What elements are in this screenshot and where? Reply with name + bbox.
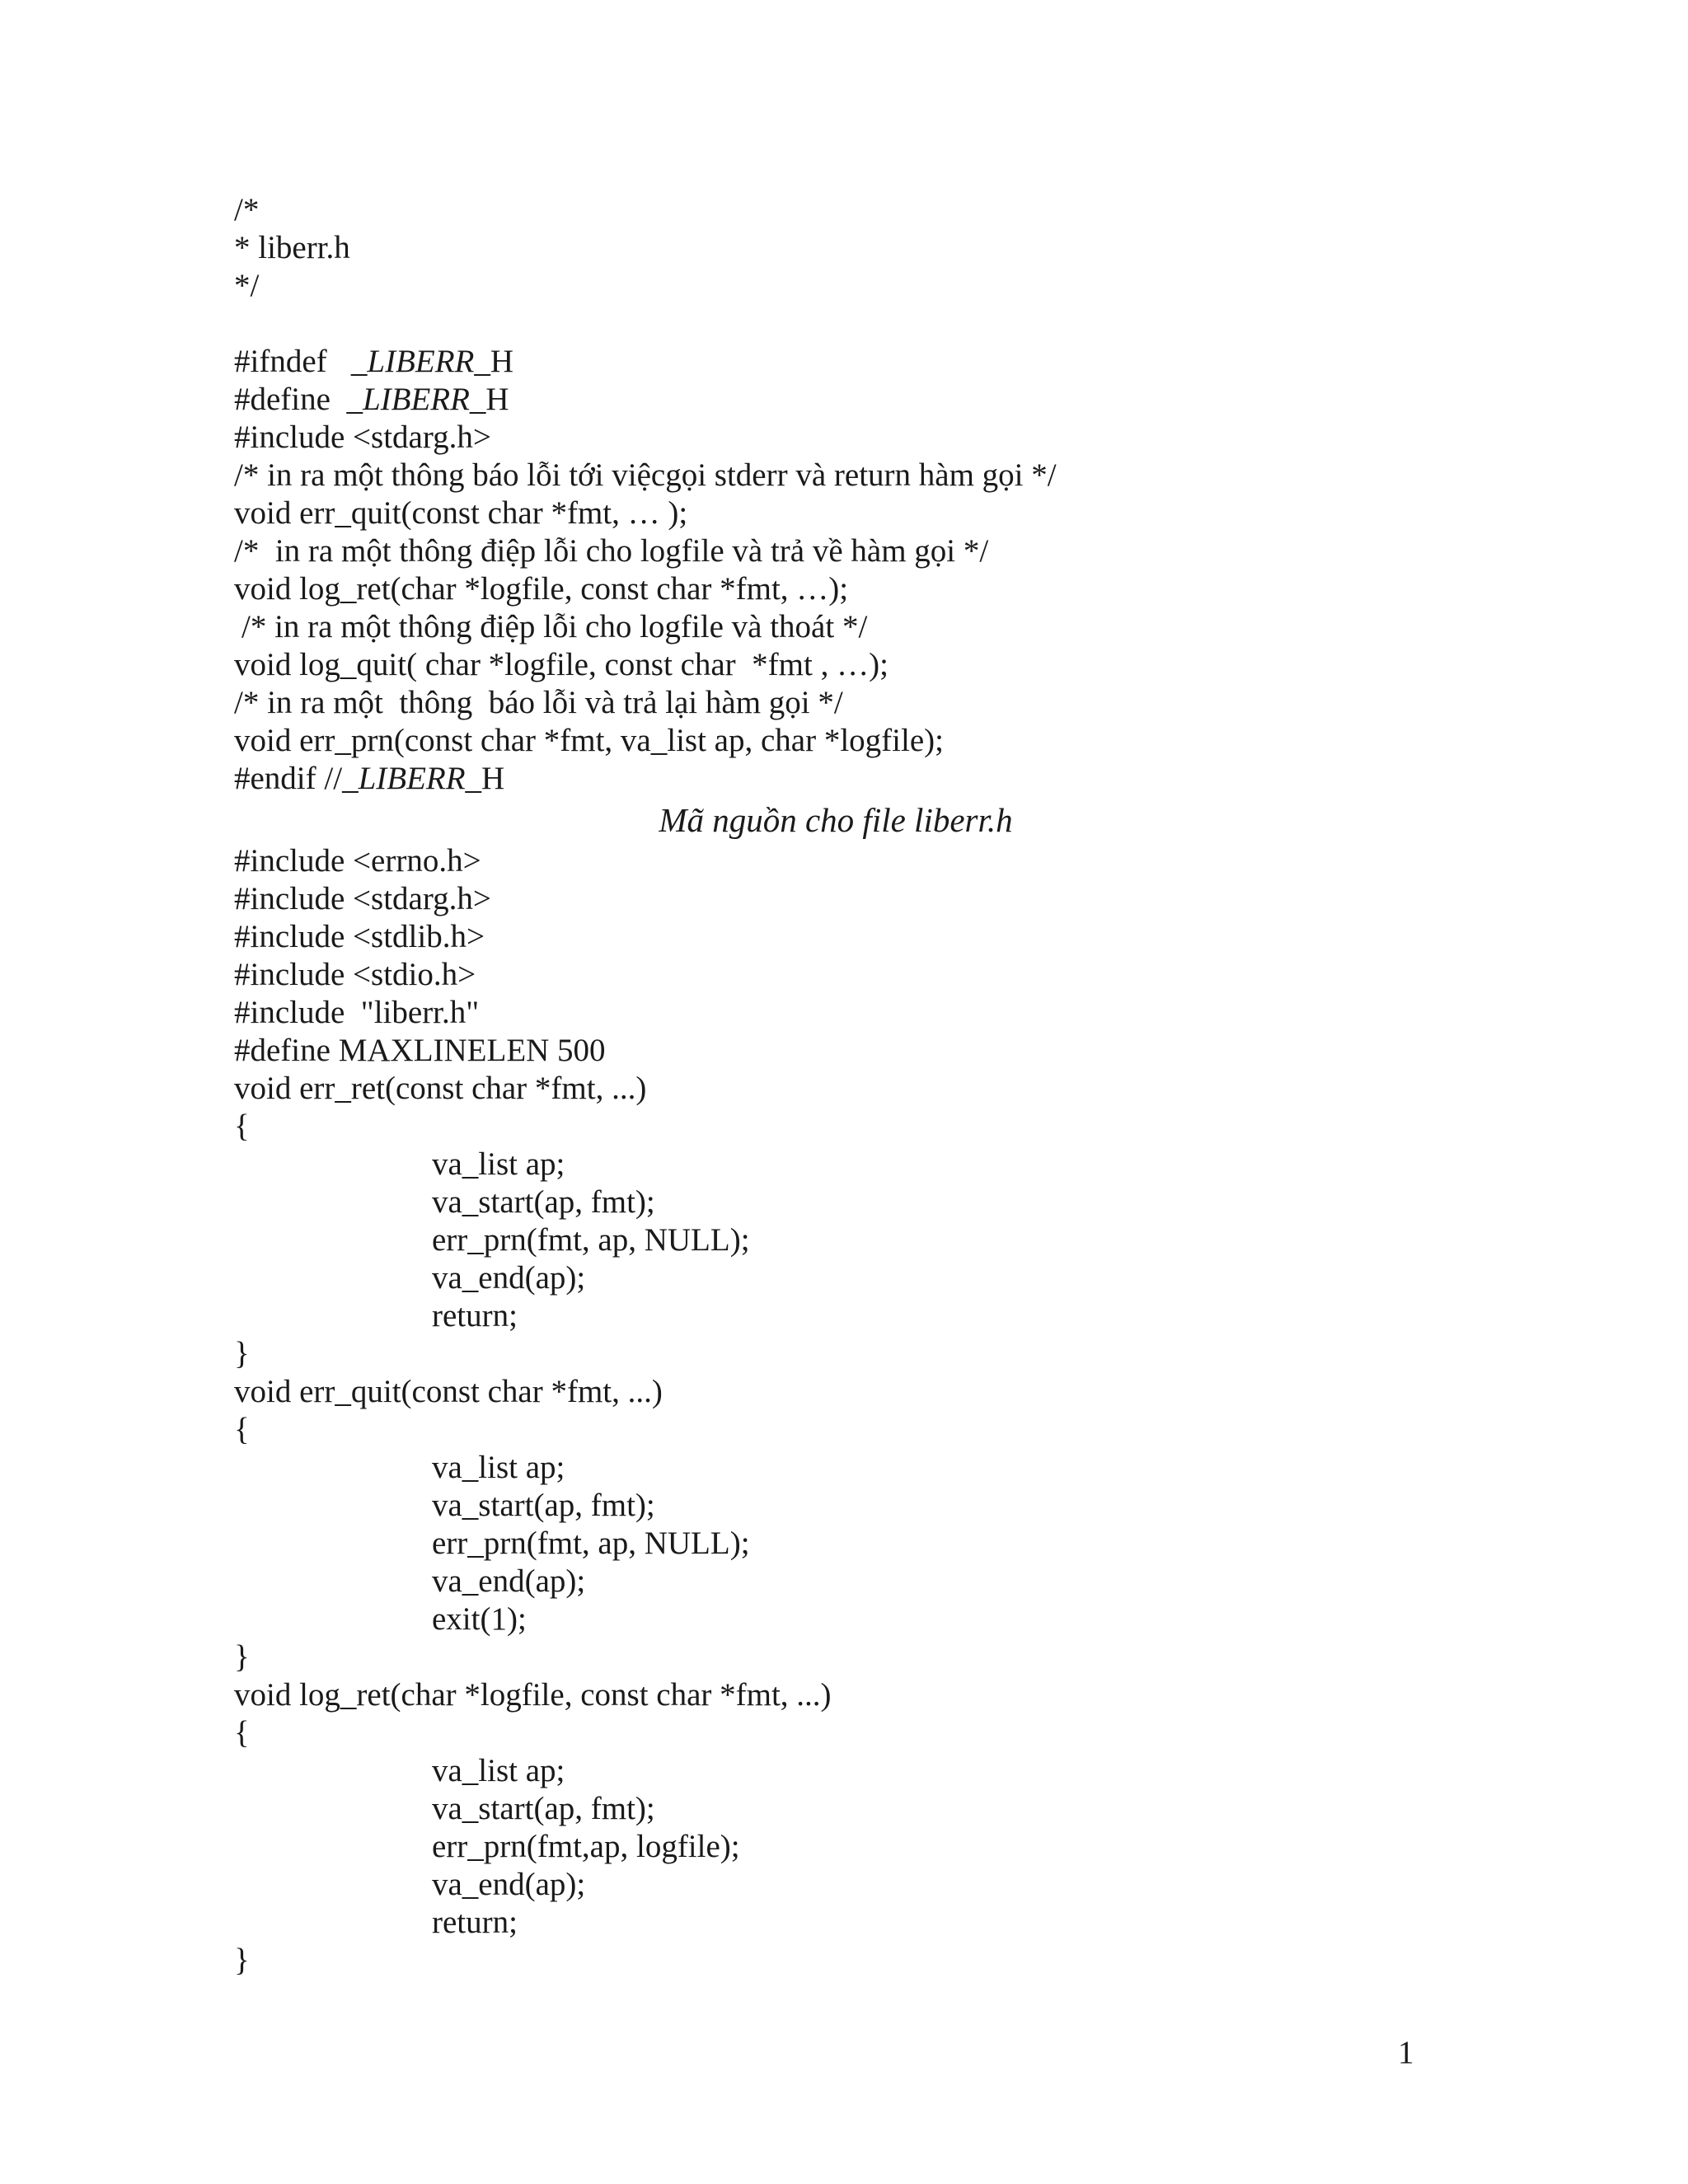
code-statement: err_prn(fmt, ap, NULL); <box>432 1222 750 1258</box>
decl-log-ret: void log_ret(char *logfile, const char *fmt, …); <box>234 571 849 607</box>
code-statement: va_end(ap); <box>432 1260 586 1296</box>
open-brace: { <box>234 1412 250 1447</box>
comment-log-ret: /* in ra một thông điệp lỗi cho logfile và trả về hàm gọi */ <box>234 533 989 569</box>
code-listing <box>234 191 1470 1980</box>
code-statement: va_end(ap); <box>432 1563 586 1599</box>
comment-open: /* <box>234 192 260 227</box>
open-brace: { <box>234 1715 250 1750</box>
include-line: #include <stdio.h> <box>234 957 476 992</box>
figure-caption: Mã nguồn cho file liberr.h <box>659 801 1013 839</box>
comment-err-quit: /* in ra một thông báo lỗi tới việcgọi stderr và return hàm gọi */ <box>234 457 1057 493</box>
comment-log-quit: /* in ra một thông điệp lỗi cho logfile và thoát */ <box>241 609 868 644</box>
code-statement: va_start(ap, fmt); <box>432 1488 655 1523</box>
include-line: #include <stdarg.h> <box>234 881 491 916</box>
define-directive: #define _LIBERR_H <box>234 382 509 417</box>
function-signature: void log_ret(char *logfile, const char *fmt, ...) <box>234 1677 832 1713</box>
decl-log-quit: void log_quit( char *logfile, const char *fmt , …); <box>234 647 889 682</box>
function-signature: void err_quit(const char *fmt, ...) <box>234 1374 663 1409</box>
code-statement: va_list ap; <box>432 1753 565 1788</box>
include-line: #include <stdlib.h> <box>234 919 485 954</box>
code-statement: exit(1); <box>432 1601 527 1637</box>
ifndef-directive: #ifndef _LIBERR_H <box>234 344 514 379</box>
code-statement: va_list ap; <box>432 1450 565 1485</box>
comment-close: */ <box>234 268 260 303</box>
code-statement: va_start(ap, fmt); <box>432 1791 655 1826</box>
code-statement: err_prn(fmt,ap, logfile); <box>432 1829 740 1864</box>
endif-directive: #endif //_LIBERR_H <box>234 761 505 796</box>
comment-err-prn: /* in ra một thông báo lỗi và trả lại hàm gọi */ <box>234 685 843 720</box>
code-statement: va_list ap; <box>432 1146 565 1182</box>
close-brace: } <box>234 1639 250 1675</box>
include-line: #include "liberr.h" <box>234 995 480 1030</box>
decl-err-quit: void err_quit(const char *fmt, … ); <box>234 495 688 531</box>
code-statement: err_prn(fmt, ap, NULL); <box>432 1526 750 1561</box>
code-statement: return; <box>432 1905 518 1940</box>
code-statement: return; <box>432 1298 518 1333</box>
include-line: #include <errno.h> <box>234 843 481 879</box>
comment-filename: * liberr.h <box>234 230 350 265</box>
include-stdarg: #include <stdarg.h> <box>234 419 491 455</box>
define-maxlinelen: #define MAXLINELEN 500 <box>234 1033 606 1068</box>
function-signature: void err_ret(const char *fmt, ...) <box>234 1071 647 1106</box>
close-brace: } <box>234 1336 250 1371</box>
blank-line <box>234 305 1470 343</box>
code-statement: va_end(ap); <box>432 1867 586 1902</box>
page-number: 1 <box>1398 2035 1414 2070</box>
decl-err-prn: void err_prn(const char *fmt, va_list ap, char *logfile); <box>234 723 944 758</box>
open-brace: { <box>234 1108 250 1144</box>
close-brace: } <box>234 1943 250 1978</box>
code-statement: va_start(ap, fmt); <box>432 1184 655 1220</box>
